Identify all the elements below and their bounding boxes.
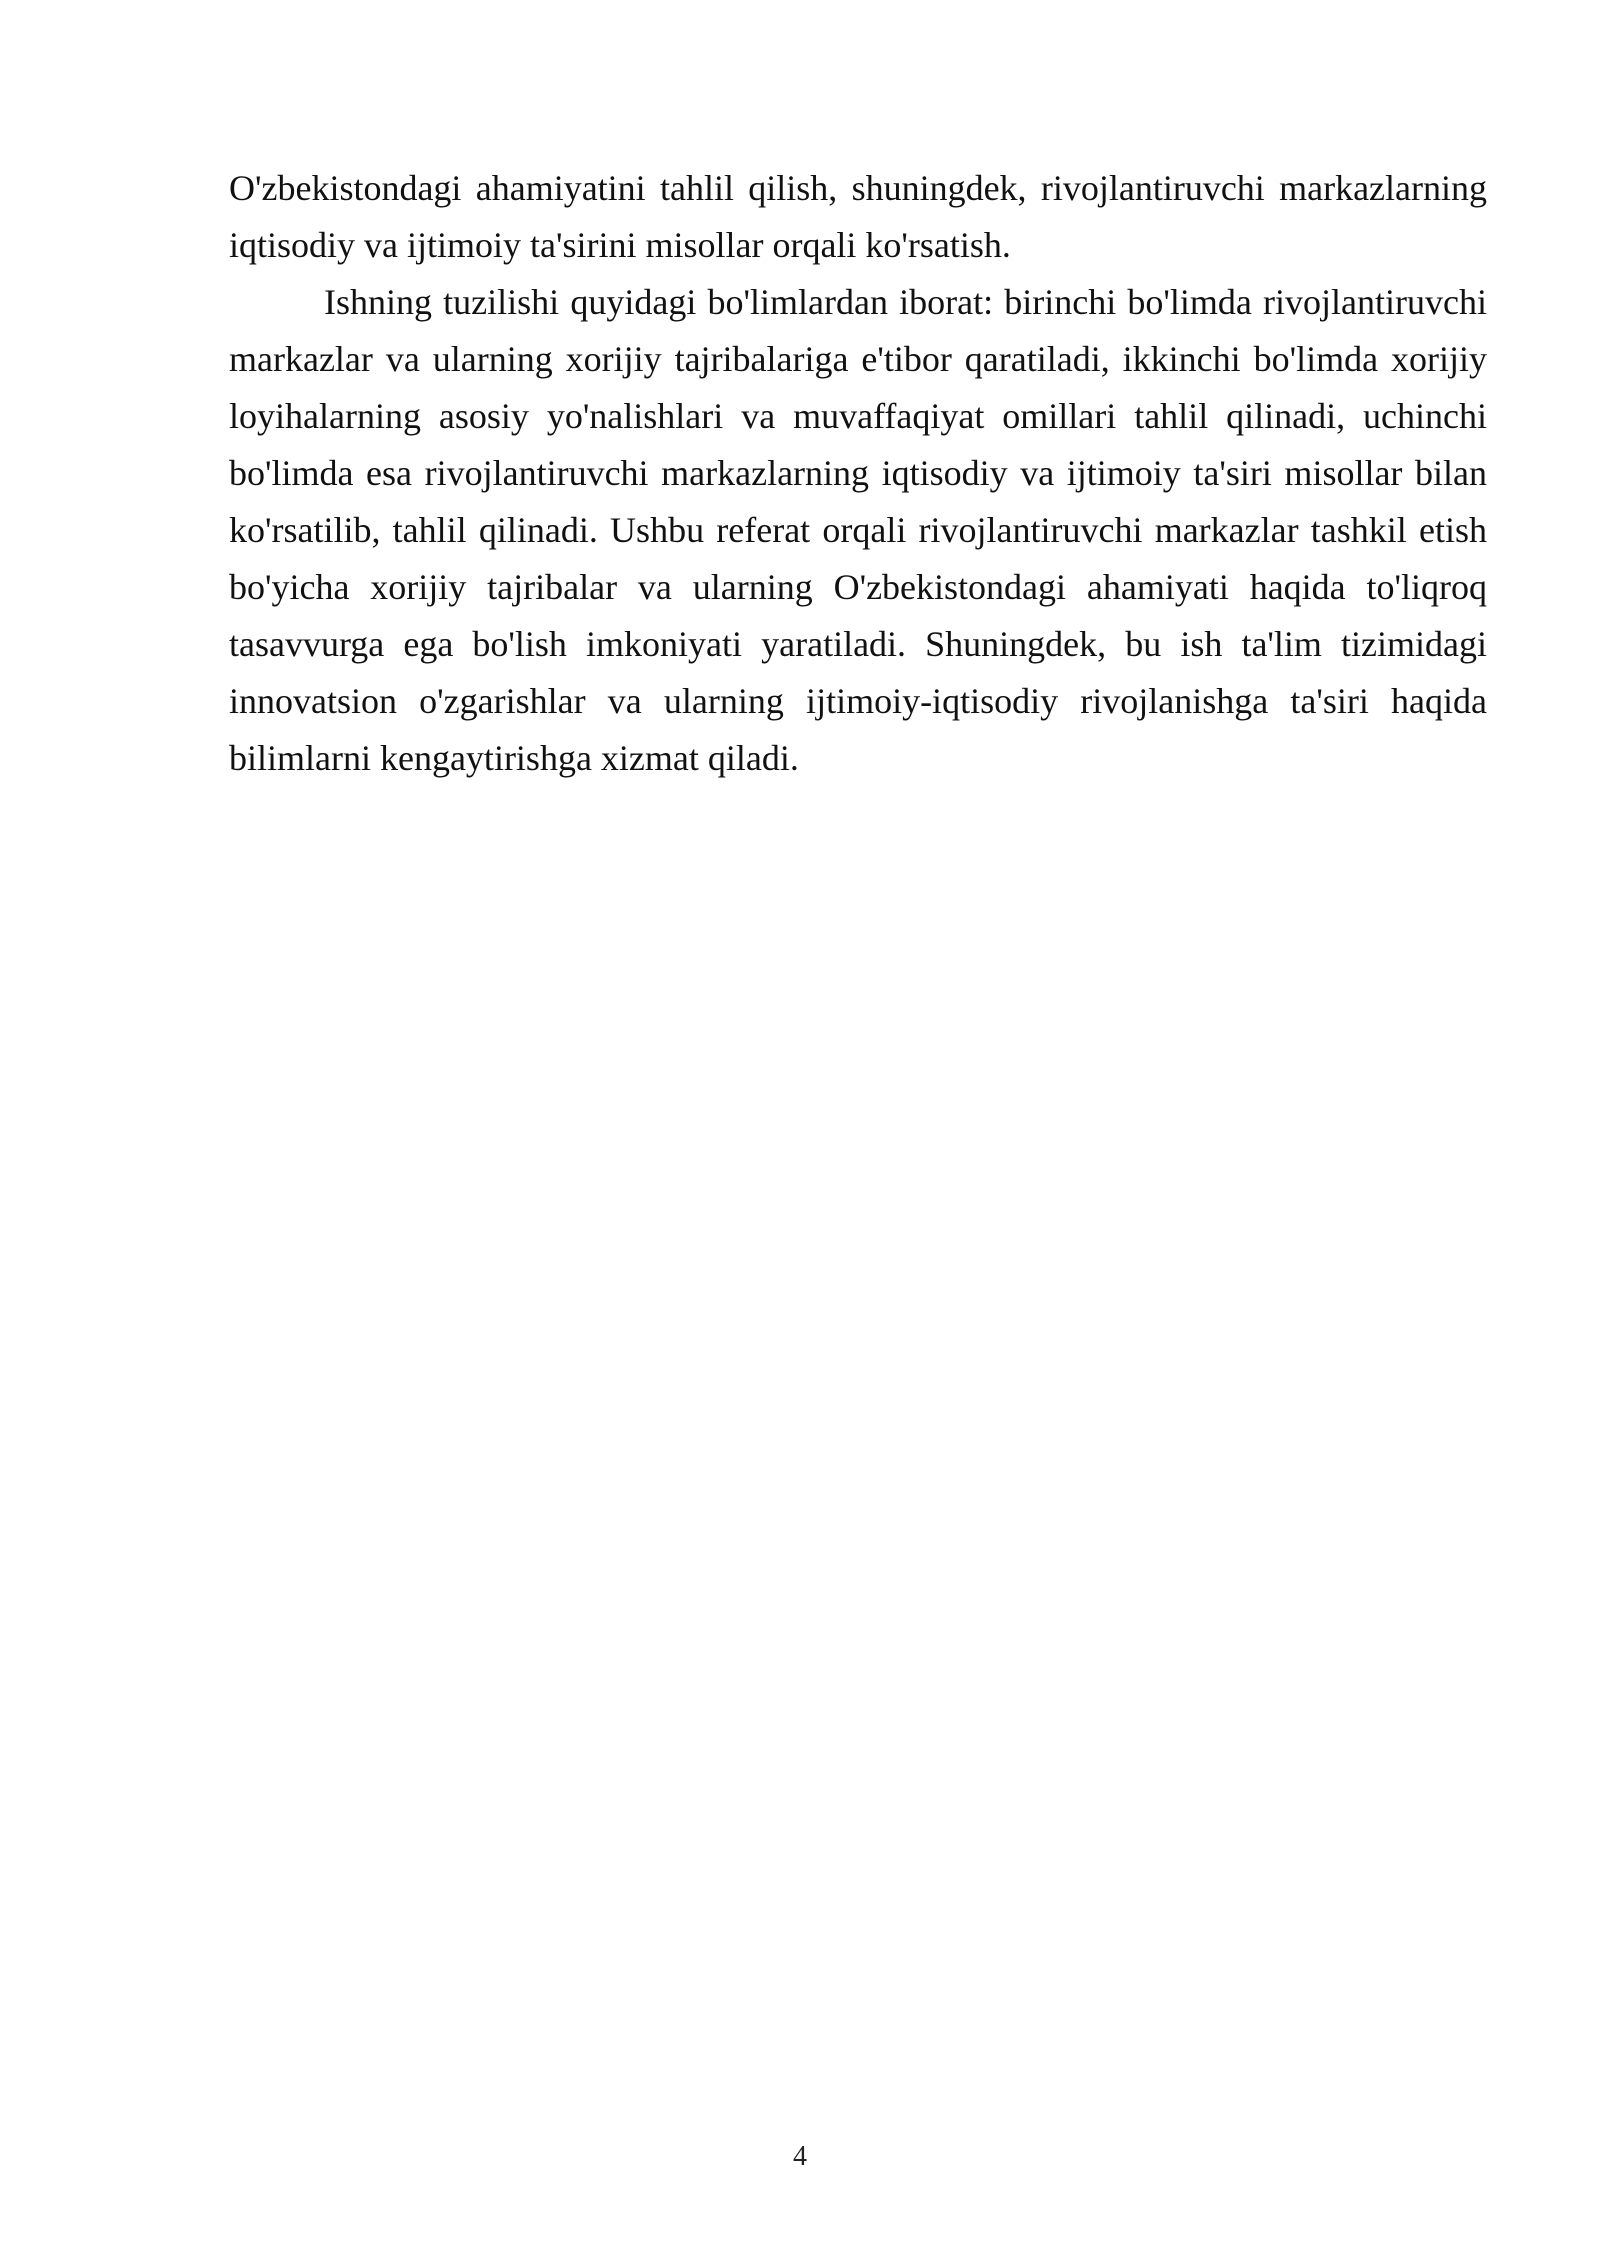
paragraph-continuation: O'zbekistondagi ahamiyatini tahlil qilish, shuningdek, rivojlantiruvchi markazlarning iqtisodiy va ijtimoiy ta'sirini misollar orqali ko'rsatish. [229,168,1487,265]
page-number: 4 [793,2141,807,2172]
paragraph-structure: Ishning tuzilishi quyidagi bo'limlardan iborat: birinchi bo'limda rivojlantiruvchi markazlar va ularning xorijiy tajribalariga e'tibor qaratiladi, ikkinchi bo'limda xorijiy loyihalarning asosiy yo'nalishlari va muvaffaqiyat omillari tahlil qilinadi, uchinchi bo'limda esa rivojlantiruvchi markazlarning iqtisodiy va ijtimoiy ta'siri misollar bilan ko'rsatilib, tahlil qilinadi. Ushbu referat orqali rivojlantiruvchi markazlar tashkil etish bo'yicha xorijiy tajribalar va ularning O'zbekistondagi ahamiyati haqida to'liqroq tasavvurga ega bo'lish imkoniyati yaratiladi. Shuningdek, bu ish ta'lim tizimidagi innovatsion o'zgarishlar va ularning ijtimoiy-iqtisodiy rivojlanishga ta'siri haqida bilimlarni kengaytirishga xizmat qiladi. [229,282,1487,778]
body-text [229,160,1487,787]
